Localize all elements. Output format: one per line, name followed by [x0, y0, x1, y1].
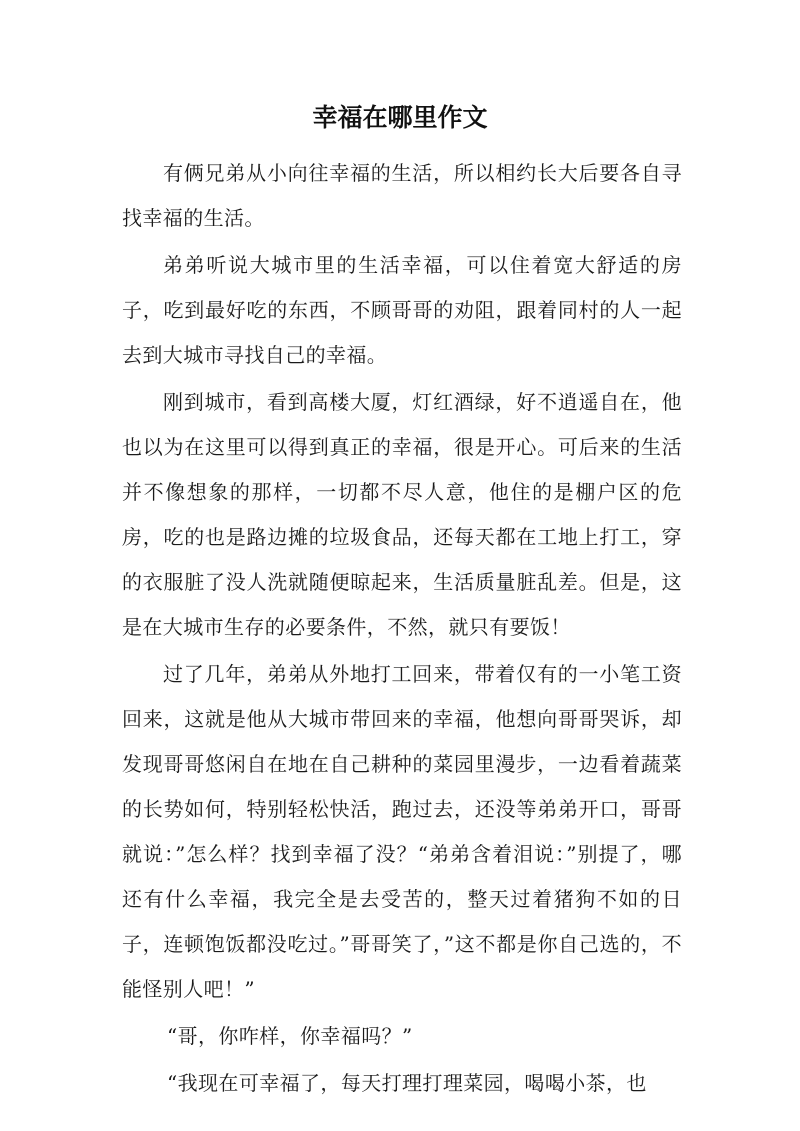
document-body: [122, 151, 682, 1108]
paragraph: 弟弟听说大城市里的生活幸福，可以住着宽大舒适的房子，吃到最好吃的东西，不顾哥哥的劝阻，跟着同村的人一起去到大城市寻找自己的幸福。: [122, 253, 682, 367]
paragraph: 过了几年，弟弟从外地打工回来，带着仅有的一小笔工资回来，这就是他从大城市带回来的幸福，他想向哥哥哭诉，却发现哥哥悠闲自在地在自己耕种的菜园里漫步，一边看着蔬菜的长势如何，特别轻松快活，跑过去，还没等弟弟开口，哥哥就说：”怎么样？找到幸福了没？“弟弟含着泪说：”别提了，哪还有什么幸福，我完全是去受苦的，整天过着猪狗不如的日子，连顿饱饭都没吃过。”哥哥笑了，”这不都是你自己选的，不能怪别人吧！”: [122, 662, 682, 1001]
document-title: 幸福在哪里作文: [312, 103, 488, 132]
paragraph: 刚到城市，看到高楼大厦，灯红酒绿，好不逍遥自在，他也以为在这里可以得到真正的幸福，很是开心。可后来的生活并不像想象的那样，一切都不尽人意，他住的是棚户区的危房，吃的也是路边摊的垃圾食品，还每天都在工地上打工，穿的衣服脏了没人洗就随便晾起来，生活质量脏乱差。但是，这是在大城市生存的必要条件，不然，就只有要饭！: [122, 390, 682, 639]
paragraph: “我现在可幸福了，每天打理打理菜园，喝喝小茶，也: [167, 1071, 647, 1095]
paragraph: 有俩兄弟从小向往幸福的生活，所以相约长大后要各自寻找幸福的生活。: [122, 161, 682, 230]
paragraph: “哥，你咋样，你幸福吗？”: [167, 1024, 413, 1048]
